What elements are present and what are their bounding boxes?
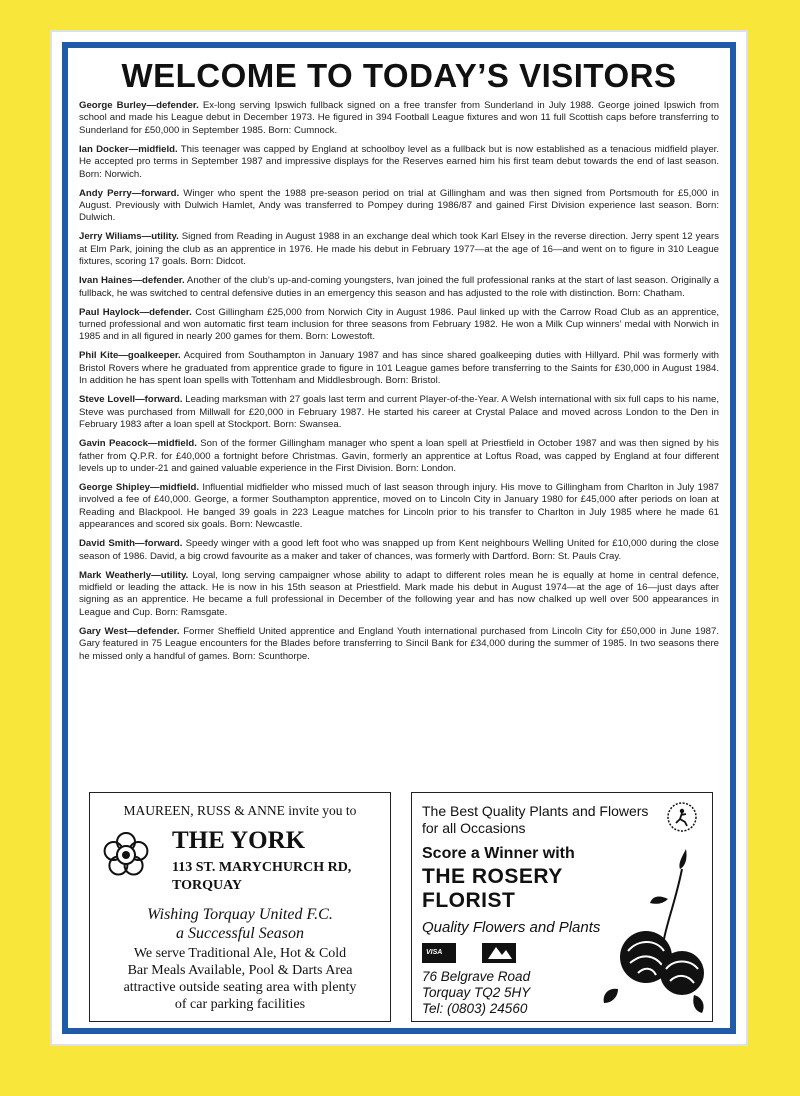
york-wish-line: a Successful Season: [176, 925, 304, 942]
york-invite-text: MAUREEN, RUSS & ANNE invite you to: [123, 803, 357, 818]
york-services-line: Bar Meals Available, Pool & Darts Area: [127, 963, 353, 978]
york-services-line: of car parking facilities: [174, 997, 306, 1012]
roses-illustration-icon: [598, 839, 708, 1019]
player-name: Jerry Wiliams—utility.: [79, 231, 179, 243]
rosery-phone: Tel: (0803) 24560: [422, 1001, 528, 1016]
york-address-town: TORQUAY: [172, 878, 243, 893]
player-entry: [79, 626, 719, 663]
rosery-address: [422, 969, 530, 1017]
york-wish: [90, 905, 390, 943]
player-name: Mark Weatherly—utility.: [79, 569, 189, 581]
rosery-headline: Score a Winner with: [422, 845, 575, 862]
player-entry: [79, 188, 719, 225]
player-bio: Signed from Reading in August 1988 in an exchange deal which took Karl Elsey in the reverse direction. Jerry spent 12 years at Elm Park, joining the club as an apprentice in 1976. He made his debut in February 1977—at the age of 16—and went on to figure in 310 League fixtures, scoring 17 goals. Born: Didcot.: [79, 231, 720, 268]
player-name: David Smith—forward.: [79, 538, 183, 550]
rosery-name: [422, 865, 563, 913]
player-bio: Leading marksman with 27 goals last term and current Player-of-the-Year. A Welsh international with six full caps to his name, Steve was purchased from Millwall for £20,000 in February 1987. He started his career at Crystal Palace and moved across London to the Den in February 1983 after a loan spell at Stockport. Born: Swansea.: [79, 394, 719, 431]
page-title: WELCOME TO TODAY’S VISITORS: [121, 57, 677, 94]
york-address-line: 113 ST. MARYCHURCH RD,: [172, 860, 352, 875]
rosery-name-line: THE ROSERY: [422, 865, 563, 888]
york-services-line: We serve Traditional Ale, Hot & Cold: [133, 946, 347, 961]
york-wish-line: Wishing Torquay United F.C.: [147, 906, 333, 923]
york-name: THE YORK: [172, 827, 306, 854]
player-entry: [79, 394, 719, 431]
rosery-tagline: Quality Flowers and Plants: [422, 919, 601, 936]
player-name: Paul Haylock—defender.: [79, 306, 192, 318]
ads-area: [89, 792, 713, 1022]
player-bio: Winger who spent the 1988 pre-season period on trial at Gillingham and was then signed from Portsmouth for £5,000 in August. Previously with Dulwich Hamlet, Andy was transferred to Pompey during 1986/87 and gained First Division experience last season. Born: Dulwich.: [79, 187, 719, 224]
rosery-intro-line: for all Occasions: [422, 820, 526, 836]
player-entry: [79, 231, 719, 268]
football-badge-icon: [666, 801, 698, 833]
rosery-advert: [411, 792, 713, 1022]
rosery-intro-line: The Best Quality Plants and Flowers: [422, 803, 649, 819]
player-name: George Burley—defender.: [79, 100, 199, 111]
york-address: [172, 859, 351, 895]
visa-card-icon: [422, 943, 456, 963]
player-bio: Speedy winger with a good left foot who was snapped up from Kent neighbours Welling United for £10,000 during the close season of 1986. David, a big crowd favourite as a maker and taker of chances, was formerly with Dartford. Born: St. Pauls Cray.: [79, 538, 720, 562]
tudor-rose-icon: [100, 829, 152, 881]
player-name: Gary West—defender.: [79, 625, 180, 637]
player-entry: [79, 100, 719, 137]
access-card-icon: [482, 943, 516, 963]
player-entry: [79, 275, 719, 300]
player-name: Ian Docker—midfield.: [79, 143, 178, 155]
player-name: Steve Lovell—forward.: [79, 394, 183, 406]
rosery-address-line: Torquay TQ2 5HY: [422, 985, 531, 1000]
player-entry: [79, 570, 719, 620]
player-bio: Influential midfielder who missed much of last season through injury. His move to Gillingham from Charlton in July 1987 involved a fee of £40,000. George, a former Southampton apprentice, moved on to Lincoln City in January 1980 for £45,000 after periods on loan at Reading and Blackpool. He banged 39 goals in 223 League matches for Lincoln prior to his transfer to Charlton in July 1985 where he made 61 appearances and scored six goals. Born: Newcastle.: [79, 481, 719, 531]
player-name: Phil Kite—goalkeeper.: [79, 350, 181, 362]
player-bio: Former Sheffield United apprentice and England Youth international purchased from Lincoln City for £50,000 in June 1987. Gary featured in 75 League encounters for the Blades before transferring to Sincil Bank for £34,000 during the summer of 1985. In two seasons there he missed only a handful of games. Born: Scunthorpe.: [79, 625, 719, 662]
player-entry: [79, 307, 719, 344]
payment-cards: [422, 943, 538, 968]
player-bio: Another of the club’s up-and-coming youngsters, Ivan joined the full professional ranks at the start of last season. Originally a fullback, he was switched to central defensive duties in an emergency this season and has adjusted to the role with distinction. Born: Chatham.: [79, 275, 719, 299]
rosery-address-line: 76 Belgrave Road: [422, 969, 531, 984]
main-content: [79, 52, 719, 670]
player-bio: This teenager was capped by England at schoolboy level as a fullback but is now established as a tenacious midfield player. He accepted pro terms in September 1987 and impressive displays for the Reserves earned him his first team debut towards the end of last season. Born: Norwich.: [79, 143, 719, 180]
player-bio: Cost Gillingham £25,000 from Norwich City in August 1986. Paul linked up with the Carrow Road Club as an apprentice, turned professional and won automatic first team inclusion for three seasons from February 1982. He won a Milk Cup winners’ medal with Norwich in 1985 and in all figured in nearly 200 games for them. Born: Lowestoft.: [79, 306, 719, 343]
rosery-name-line: FLORIST: [422, 889, 516, 912]
player-bio: Ex-long serving Ipswich fullback signed on a free transfer from Sunderland in July 1988. George joined Ipswich from school and made his League debut in December 1973. He figured in 394 Football League fixtures and won 11 full Scottish caps before transferring to Sunderland for £50,000 in September 1985. Born: Cumnock.: [79, 100, 719, 136]
player-name: Gavin Peacock—midfield.: [79, 438, 197, 450]
york-services-line: attractive outside seating area with plenty: [123, 980, 357, 995]
player-bio: Son of the former Gillingham manager who spent a loan spell at Priestfield in October 1987 and was then signed by his father from Q.P.R. for £40,000 a fortnight before Christmas. Gavin, formerly an apprentice at Loftus Road, was capped by England at four different levels up to under-21 and gained valuable experience in the First Division. Born: London.: [79, 438, 719, 474]
page-frame: [50, 30, 748, 1046]
york-services: [90, 945, 390, 1013]
visa-card-label: VISA: [426, 949, 443, 956]
rosery-intro: [422, 803, 648, 837]
player-entry: [79, 438, 719, 475]
player-name: Andy Perry—forward.: [79, 187, 180, 199]
player-entry: [79, 538, 719, 563]
player-bio: Loyal, long serving campaigner whose ability to adapt to different roles mean he is equally at home in central defence, midfield or leading the attack. He is now in his 15th season at Priestfield. Mark made his debut in August 1974—at the age of 16—just days after signing as an apprentice. He became a full professional in December of the following year and has now chalked up well over 500 appearances in League and Cup. Born: Ramsgate.: [79, 569, 719, 618]
player-entry: [79, 350, 719, 387]
york-advert: [89, 792, 391, 1022]
player-name: Ivan Haines—defender.: [79, 275, 185, 287]
player-list: [79, 100, 719, 663]
player-bio: Acquired from Southampton in January 1987 and has since shared goalkeeping duties with Hillyard. Phil was formerly with Bristol Rovers where he graduated from apprentice grade to figure in 101 League games before transferring to the Saints for £30,000 in August 1984. In addition he has spent loan spells with Tottenham and Middlesbrough. Born: Bristol.: [79, 350, 719, 387]
player-name: George Shipley—midfield.: [79, 481, 200, 493]
player-entry: [79, 144, 719, 181]
player-entry: [79, 482, 719, 532]
